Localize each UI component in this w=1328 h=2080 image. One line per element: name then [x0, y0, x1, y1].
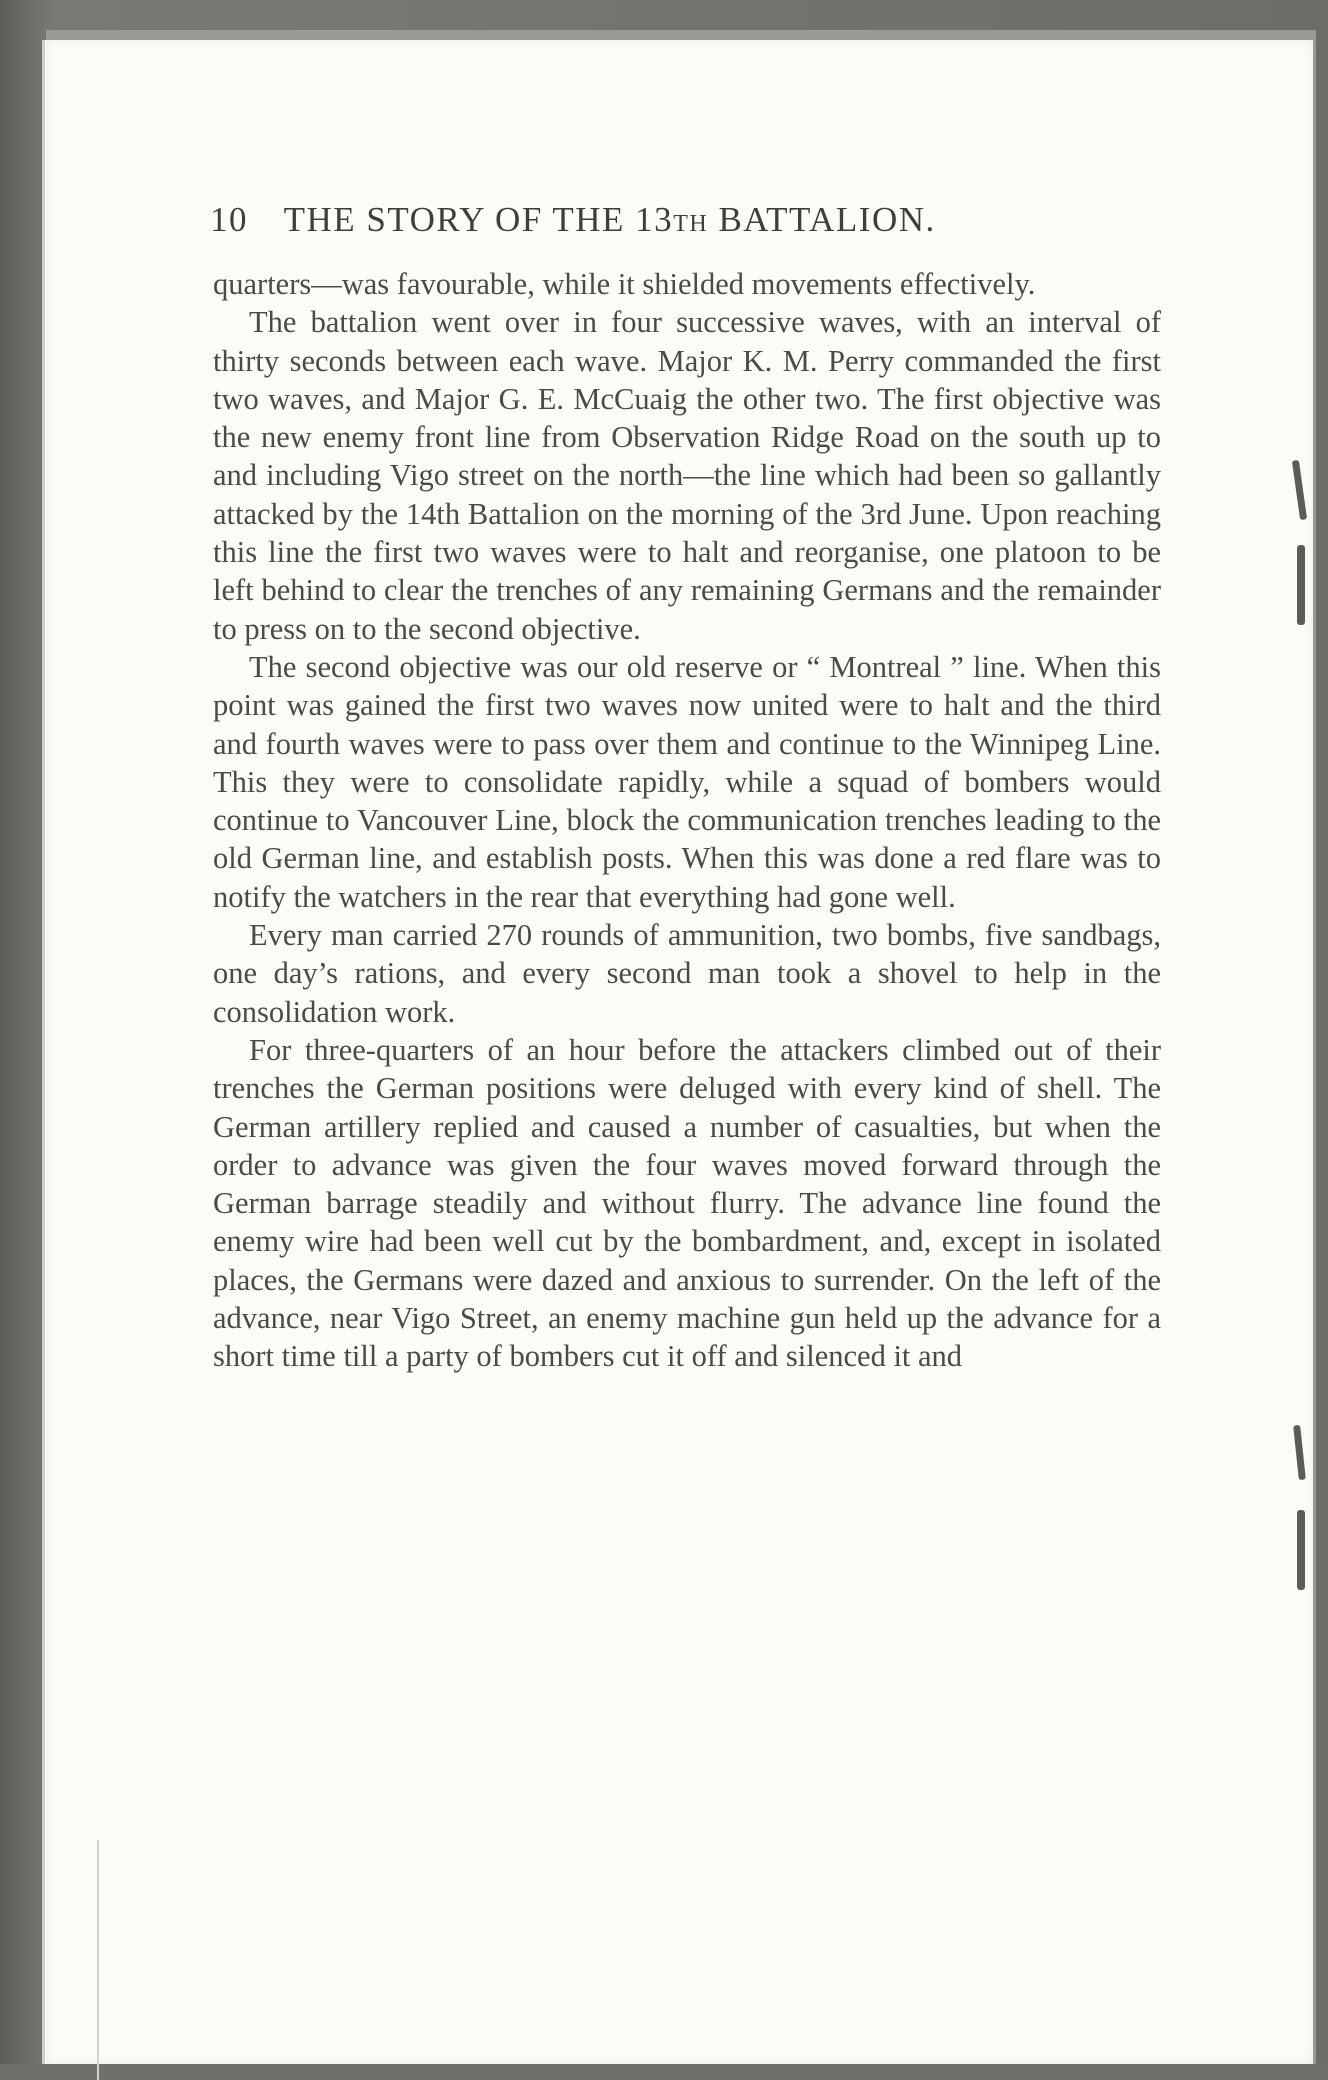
paragraph: Every man carried 270 rounds of ammunition, two bombs, five sandbags, one day’s rations, and every second man took a shovel to help in the consolidation work.: [213, 918, 1161, 1029]
running-title: [284, 200, 936, 239]
margin-mark: [1297, 545, 1305, 625]
page-edge: [97, 1840, 129, 2080]
running-header: [210, 200, 1170, 244]
paragraph: The battalion went over in four successive waves, with an interval of thirty seconds between each wave. Major K. M. Perry commanded the first two waves, and Major G. E. McCuaig the other two. The first objective was the new enemy front line from Observation Ridge Road on the south up to and including Vigo street on the north—the line which had been so gallantly attacked by the 14th Battalion on the morning of the 3rd June. Upon reaching this line the first two waves were to halt and reorganise, one platoon to be left behind to clear the trenches of any remaining Germans and the remainder to press on to the second objective.: [213, 305, 1161, 646]
page-number: 10: [210, 200, 248, 239]
paragraph: For three-quarters of an hour before the attackers climbed out of their trenches the German positions were deluged with every kind of shell. The German artillery replied and caused a number of casualties, but when the order to advance was given the four waves moved forward through the German barrage steadily and without flurry. The advance line found the enemy wire had been well cut by the bombardment, and, except in isolated places, the Germans were dazed and anxious to surrender. On the left of the advance, near Vigo Street, an enemy machine gun held up the advance for a short time till a party of bombers cut it off and silenced it and: [213, 1032, 1161, 1374]
body-text: [213, 265, 1161, 1376]
running-title-prefix: THE STORY OF THE 13: [283, 200, 674, 239]
margin-mark: [1297, 1510, 1305, 1590]
paragraph-continued: quarters—was favourable, while it shielded movements effectively.: [213, 267, 1036, 301]
paragraph: The second objective was our old reserve or “ Montreal ” line. When this point was gained the first two waves now united were to halt and the third and fourth waves were to pass over them and continue to the Winnipeg Line. This they were to consolidate rapidly, while a squad of bombers would continue to Vancouver Line, block the communication trenches leading to the old German line, and establish posts. When this was done a red flare was to notify the watchers in the rear that everything had gone well.: [213, 649, 1161, 914]
running-title-suffix: BATTALION.: [708, 200, 936, 239]
running-title-superscript: TH: [673, 211, 709, 237]
